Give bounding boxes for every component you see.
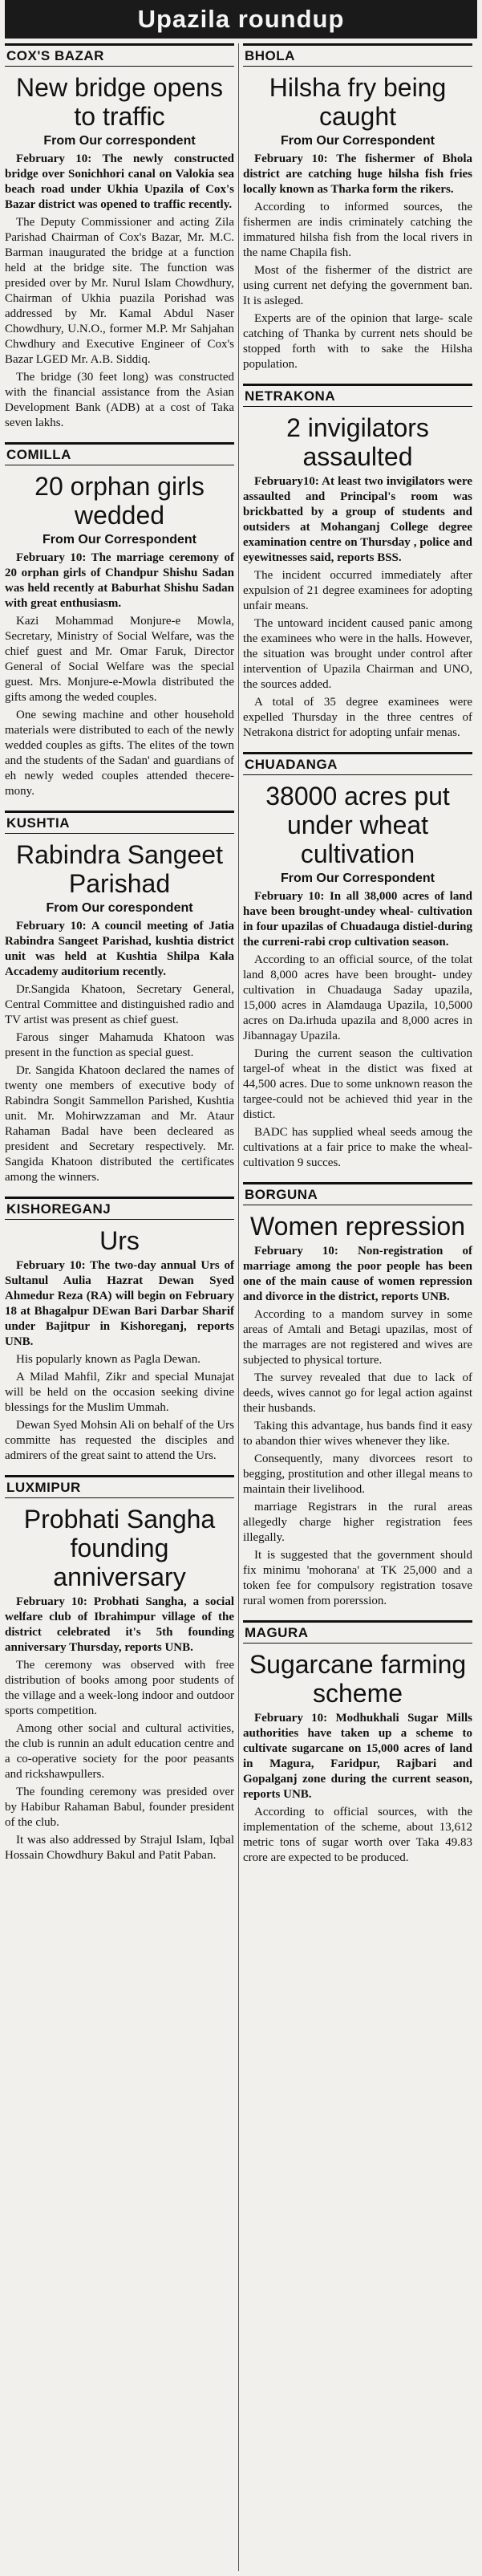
column-divider	[238, 43, 239, 2571]
story-kishoreganj	[5, 1197, 234, 1464]
headline: Women repression	[250, 1212, 465, 1241]
paragraph: The founding ceremony was presided over by Habibur Rahaman Babul, founder president of the club.	[5, 1786, 234, 1829]
paragraph: February 10: The two-day annual Urs of Sultanul Aulia Hazrat Dewan Syed Ahmedur Reza (RA) will begin on February 18 at Bhagalpur DEwan Bari Darbar Sharif under Bajitpur in Kishoreganj, reports UNB.	[5, 1259, 234, 1348]
paragraph: One sewing machine and other household materials were distributed to each of the newly wedded couples as gifts. The elites of the town and the students of the Sadan' and guardians of eh newly weded couples attended thecere-mony.	[5, 709, 234, 798]
story-netrakona	[243, 384, 472, 741]
paragraph: A Milad Mahfil, Zikr and special Munajat will be held on the occasion seeking divine blessings for the Muslim Ummah.	[5, 1371, 234, 1414]
paragraph: February 10: The marriage ceremony of 20 orphan girls of Chandpur Shishu Sadan was held recently at Baburhat Shishu Sadan with great enthusiasm.	[5, 551, 234, 610]
headline: 38000 acres put under wheat cultivation	[265, 782, 450, 868]
paragraph: Taking this advantage, hus bands find it easy to abandon thier wives whenever they like.	[243, 1420, 472, 1448]
story-cox-s-bazar	[5, 43, 234, 431]
paragraph: marriage Registrars in the rural areas allegedly charge higher registration fees illegally.	[243, 1501, 472, 1544]
paragraph: February 10: The fishermer of Bhola district are catching huge hilsha fish fries locally known as Tharka form the rikers.	[243, 152, 472, 196]
paragraph: February10: At least two invigilators were assaulted and Principal's room was brickbatted by a group of students and outsiders at Mohanganj College degree examination centre on Thursday , police and eyewitnesses said, reports BSS.	[243, 475, 472, 564]
paragraph: The incident occurred immediately after expulsion of 21 degree examinees for adopting unfair means.	[243, 569, 472, 612]
paragraph: The untoward incident caused panic among the examinees who were in the halls. However, the situation was brought under control after intervention of Upazila Chairman and UNO, the sources added.	[243, 617, 472, 691]
headline: Sugarcane farming scheme	[249, 1650, 467, 1708]
paragraph: According to informed sources, the fishermen are indis criminately catching the immatured hilsha fish from the local rivers in the name Chapila fish.	[243, 201, 472, 259]
paragraph: Consequently, many divorcees resort to begging, prostitution and other illegal means to maintain their livelihood.	[243, 1453, 472, 1496]
headline: Hilsha fry being caught	[269, 73, 447, 131]
section-label: BHOLA	[243, 43, 472, 67]
section-label: NETRAKONA	[243, 384, 472, 407]
paragraph: It was also addressed by Strajul Islam, Iqbal Hossain Chowdhury Bakul and Patit Paban.	[5, 1834, 234, 1862]
section-label: KUSHTIA	[5, 811, 234, 834]
left-column	[5, 43, 234, 1875]
headline: New bridge opens to traffic	[16, 73, 223, 131]
headline: Urs	[99, 1226, 140, 1255]
paragraph: February 10: In all 38,000 acres of land have been brought-undey wheal- cultivation in four upazilas of Chuadauga distiel-during the curreni-rabi crop cultivation season.	[243, 890, 472, 949]
section-label: COMILLA	[5, 442, 234, 465]
section-label: COX'S BAZAR	[5, 43, 234, 67]
paragraph: The survey revealed that due to lack of deeds, wives cannot go for legal action against their husbands.	[243, 1371, 472, 1415]
paragraph: February 10: Modhukhali Sugar Mills authorities have taken up a scheme to cultivate sugarcane on 15,000 acres of land in Magura, Faridpur, Rajbari and Gopalganj zone during the current season, reports UNB.	[243, 1712, 472, 1801]
headline: Rabindra Sangeet Parishad	[16, 840, 223, 898]
page-banner: Upazila roundup	[5, 0, 477, 39]
byline: From Our correspondent	[43, 134, 196, 148]
paragraph: February 10: The newly constructed bridge over Sonichhori canal on Valokia sea beach road under Ukhia Upazila of Cox's Bazar district was opened to traffic recently.	[5, 152, 234, 211]
story-borguna	[243, 1182, 472, 1609]
paragraph: The Deputy Commissioner and acting Zila Parishad Chairman of Cox's Bazar, Mr. M.C. Barman inaugurated the bridge at a function held at the bridge site. The function was presided over by Mr. Nurul Islam Chowdhury, Chairman of Ukhia puazila Porishad was addressed by Mr. Kamal Abdul Naser Chowdhury, U.N.O., former M.P. Mr Sahjahan Chwdhury and Executive Engineer of Cox's Bazar LGED Mr. A.B. Siddiq.	[5, 216, 234, 366]
paragraph: The ceremony was observed with free distribution of books among poor students of the village and a week-long indoor and outdoor sports competition.	[5, 1659, 234, 1717]
story-kushtia	[5, 811, 234, 1185]
paragraph: Kazi Mohammad Monjure-e Mowla, Secretary, Ministry of Social Welfare, was the chief guest and Mr. Omar Faruk, Director General of Social Welfare was the special guest. Mrs. Monjure-e-Mowla distributed the gifts among the weded couples.	[5, 615, 234, 704]
section-label: CHUADANGA	[243, 752, 472, 775]
paragraph: His popularly known as Pagla Dewan.	[16, 1353, 200, 1366]
section-label: MAGURA	[243, 1620, 472, 1644]
paragraph: Dr.Sangida Khatoon, Secretary General, Central Committee and distinguished radio and TV artist was present as chief guest.	[5, 983, 234, 1026]
paragraph: The bridge (30 feet long) was constructed with the financial assistance from the Asian Development Bank (ADB) at a cost of Taka seven lakhs.	[5, 371, 234, 429]
paragraph: February 10: Non-registration of marriage among the poor people has been one of the main cause of women repression and divorce in the district, reports UNB.	[243, 1245, 472, 1303]
headline: 20 orphan girls wedded	[34, 472, 205, 530]
headline: 2 invigilators assaulted	[286, 413, 429, 471]
byline: From Our Correspondent	[42, 533, 196, 546]
story-magura	[243, 1620, 472, 1866]
paragraph: During the current season the cultivation targel-of wheat in the distict was fixed at 44,500 acres. Due to some unknown reason the targee-could not be achieved thid year in the distict.	[243, 1047, 472, 1121]
section-label: BORGUNA	[243, 1182, 472, 1205]
paragraph: According to official sources, with the implementation of the scheme, about 13,612 metric tons of sugar worth over Taka 49.83 crore are expected to be produced.	[243, 1806, 472, 1864]
paragraph: February 10: A council meeting of Jatia Rabindra Sangeet Parishad, kushtia district unit was held at Kushtia Shilpa Kala Accademy auditorium recently.	[5, 920, 234, 978]
story-chuadanga	[243, 752, 472, 1171]
paragraph: Dewan Syed Mohsin Ali on behalf of the Urs committe has requested the disciples and admirers of the great saint to attend the Urs.	[5, 1419, 234, 1462]
story-luxmipur	[5, 1475, 234, 1863]
paragraph: According to an official source, of the tolat land 8,000 acres have been brought- undey cultivation in Chuadauga Saday upazila, 15,000 acres in Alamdauga Upazila, 10,5000 acres on Da.irhuda upazila and 8,000 acres in Jibannagay Upazila.	[243, 953, 472, 1042]
paragraph: Farous singer Mahamuda Khatoon was present in the function as special guest.	[5, 1031, 234, 1059]
paragraph: According to a mandom survey in some areas of Amtali and Betagi upazilas, most of the marrages are not registered and wives are subjected to physical torture.	[243, 1308, 472, 1367]
right-column	[243, 43, 472, 1877]
paragraph: Experts are of the opinion that large- scale catching of Thanka by current nets should be stopped forth with to sake the Hilsha population.	[243, 312, 472, 371]
headline: Probhati Sangha founding anniversary	[23, 1505, 216, 1591]
byline: From Our Correspondent	[280, 872, 435, 885]
byline: From Our Correspondent	[280, 134, 435, 148]
story-bhola	[243, 43, 472, 372]
paragraph: February 10: Probhati Sangha, a social welfare club of Ibrahimpur village of the district celebrated it's 5th founding anniversary Thursday, reports UNB.	[5, 1595, 234, 1654]
paragraph: Dr. Sangida Khatoon declared the names of twenty one members of executive body of Rabindra Songit Sammellon Parished, Kushtia unit. Mr. Mohirwzzaman and Mr. Ataur Rahaman Badal have been decleared as president and Secretary respectively. Mr. Sangida Khatoon distributed the certificates among the winners.	[5, 1064, 234, 1184]
paragraph: BADC has supplied wheal seeds amoug the cultivations at a fair price to make the wheal- cultivation 9 succes.	[243, 1126, 472, 1169]
paragraph: Most of the fishermer of the district are using current net defying the government ban. It is asleged.	[243, 264, 472, 307]
paragraph: Among other social and cultural activities, the club is runnin an adult education centre and a co-operative society for the poor peasants and rickshawpullers.	[5, 1722, 234, 1781]
story-comilla	[5, 442, 234, 799]
section-label: LUXMIPUR	[5, 1475, 234, 1498]
section-label: KISHOREGANJ	[5, 1197, 234, 1220]
byline: From Our corespondent	[46, 901, 193, 915]
paragraph: It is suggested that the government should fix minimu 'mohorana' at TK 25,000 and a token fee for compulsory registration tosave rural women from porerssion.	[243, 1549, 472, 1607]
paragraph: A total of 35 degree examinees were expelled Thursday in the three centres of Netrakona district for adopting unfair menas.	[243, 696, 472, 739]
